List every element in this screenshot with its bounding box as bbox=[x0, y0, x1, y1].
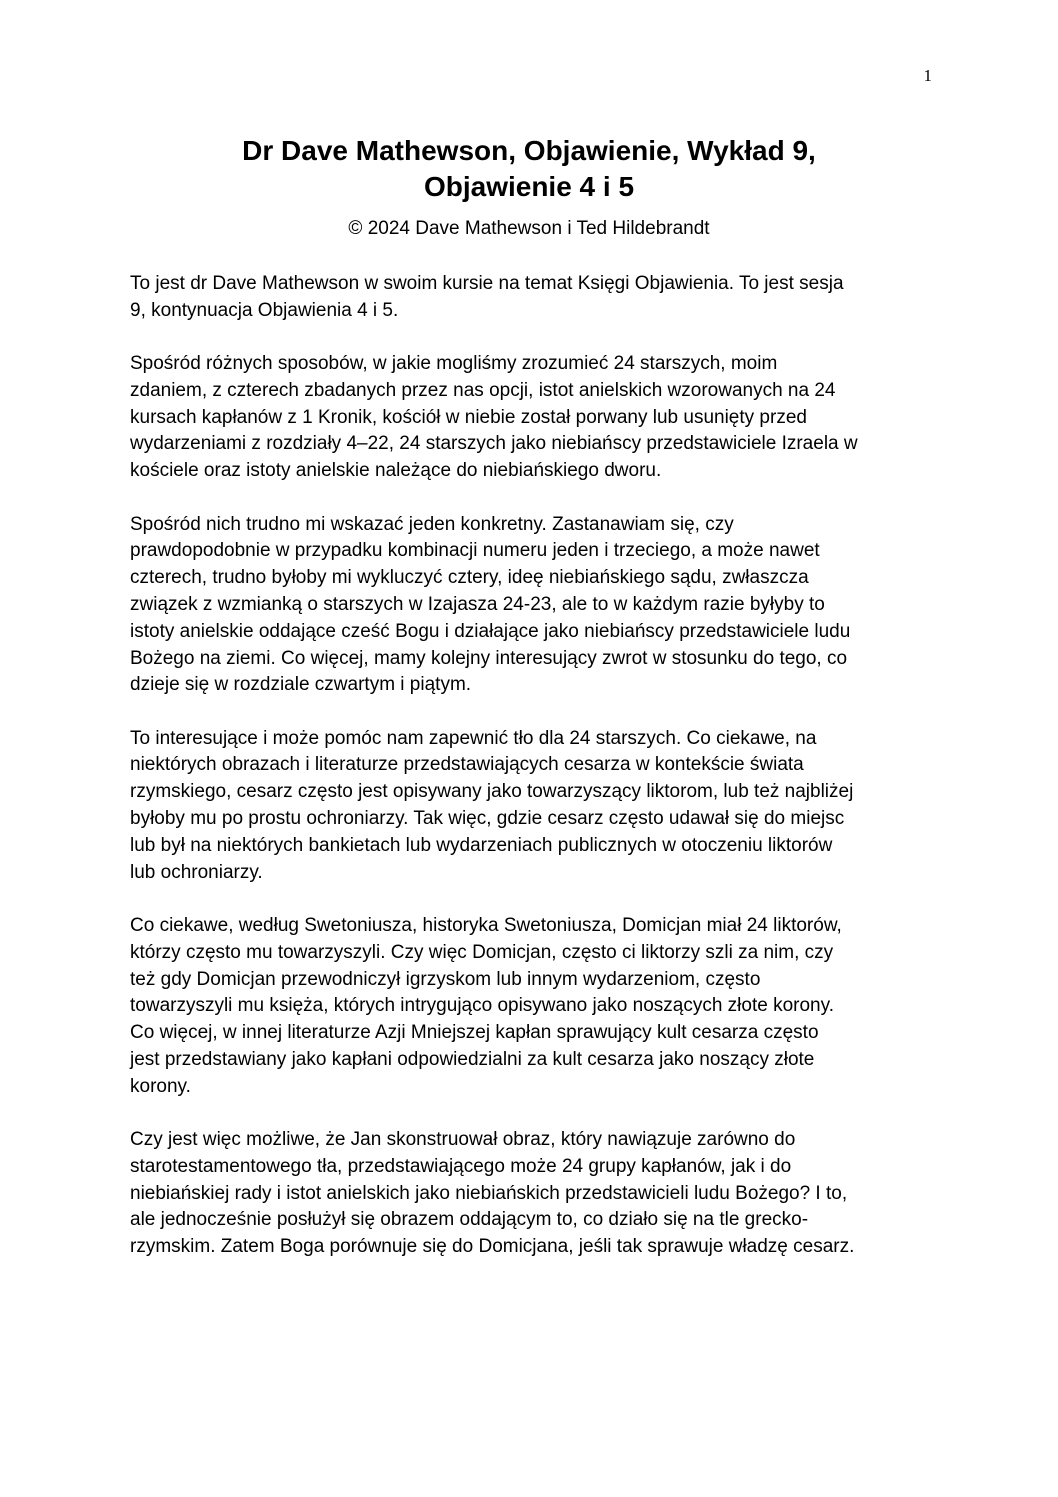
paragraph-line: lub był na niektórych bankietach lub wydarzeniach publicznych w otoczeniu liktorów bbox=[130, 834, 833, 856]
paragraph-line: niebiańskiej rady i istot anielskich jako niebiańskich przedstawicieli ludu Bożego? I to, bbox=[130, 1182, 848, 1204]
paragraph bbox=[130, 913, 940, 1101]
paragraph-line: kursach kapłanów z 1 Kronik, kościół w niebie został porwany lub usunięty przed bbox=[130, 406, 807, 428]
copyright-notice: © 2024 Dave Mathewson i Ted Hildebrandt bbox=[348, 218, 710, 239]
paragraph bbox=[130, 1127, 940, 1261]
paragraph-line: prawdopodobnie w przypadku kombinacji numeru jeden i trzeciego, a może nawet bbox=[130, 540, 820, 562]
paragraph-line: jest przedstawiany jako kapłani odpowiedzialni za kult cesarza jako noszący złote bbox=[130, 1048, 815, 1070]
paragraph-line: związek z wzmianką o starszych w Izajasza 24-23, ale to w każdym razie byłyby to bbox=[130, 593, 825, 615]
paragraph-line: Spośród różnych sposobów, w jakie mogliśmy zrozumieć 24 starszych, moim bbox=[130, 353, 778, 375]
paragraph-line: rzymskiego, cesarz często jest opisywany jako towarzyszący liktorom, lub też najbliżej bbox=[130, 781, 854, 803]
paragraph bbox=[130, 271, 940, 325]
paragraph-line: Co ciekawe, według Swetoniusza, historyka Swetoniusza, Domicjan miał 24 liktorów, bbox=[130, 914, 842, 936]
paragraph bbox=[130, 726, 940, 887]
paragraph-line: Czy jest więc możliwe, że Jan skonstruował obraz, który nawiązuje zarówno do bbox=[130, 1129, 796, 1151]
paragraph-line: istoty anielskie oddające cześć Bogu i działające jako niebiańscy przedstawiciele ludu bbox=[130, 620, 851, 642]
paragraph-line: wydarzeniami z rozdziały 4–22, 24 starszych jako niebiańscy przedstawiciele Izraela w bbox=[130, 433, 858, 455]
paragraph-line: niektórych obrazach i literaturze przedstawiających cesarza w kontekście świata bbox=[130, 754, 804, 776]
page-number: 1 bbox=[923, 66, 932, 85]
paragraph-line: Bożego na ziemi. Co więcej, mamy kolejny interesujący zwrot w stosunku do tego, co bbox=[130, 647, 848, 669]
document-title bbox=[0, 133, 1058, 205]
paragraph-line: dzieje się w rozdziale czwartym i piątym. bbox=[130, 674, 472, 696]
paragraph-line: 9, kontynuacja Objawienia 4 i 5. bbox=[130, 299, 399, 321]
paragraph-line: czterech, trudno byłoby mi wykluczyć cztery, ideę niebiańskiego sądu, zwłaszcza bbox=[130, 567, 809, 589]
document-body bbox=[130, 271, 940, 1288]
paragraph-line: Spośród nich trudno mi wskazać jeden konkretny. Zastanawiam się, czy bbox=[130, 513, 734, 535]
paragraph-line: starotestamentowego tła, przedstawiającego może 24 grupy kapłanów, jak i do bbox=[130, 1155, 792, 1177]
title-line-1: Dr Dave Mathewson, Objawienie, Wykład 9, bbox=[242, 135, 816, 166]
title-line-2: Objawienie 4 i 5 bbox=[423, 171, 635, 202]
paragraph bbox=[130, 512, 940, 700]
paragraph-line: ale jednocześnie posłużył się obrazem oddającym to, co działo się na tle grecko- bbox=[130, 1209, 809, 1231]
paragraph-line: którzy często mu towarzyszyli. Czy więc Domicjan, często ci liktorzy szli za nim, czy bbox=[130, 941, 834, 963]
paragraph-line: To interesujące i może pomóc nam zapewnić tło dla 24 starszych. Co ciekawe, na bbox=[130, 727, 817, 749]
paragraph-line: To jest dr Dave Mathewson w swoim kursie na temat Księgi Objawienia. To jest sesja bbox=[130, 273, 844, 294]
paragraph-line: towarzyszyli mu księża, których intrygująco opisywano jako noszących złote korony. bbox=[130, 995, 834, 1017]
paragraph-line: lub ochroniarzy. bbox=[130, 861, 263, 883]
paragraph-line: zdaniem, z czterech zbadanych przez nas opcji, istot anielskich wzorowanych na 24 bbox=[130, 379, 836, 401]
paragraph-line: byłoby mu po prostu ochroniarzy. Tak więc, gdzie cesarz często udawał się do miejsc bbox=[130, 808, 845, 830]
paragraph-line: rzymskim. Zatem Boga porównuje się do Domicjana, jeśli tak sprawuje władzę cesarz. bbox=[130, 1236, 855, 1258]
paragraph-line: korony. bbox=[130, 1075, 191, 1097]
paragraph-line: też gdy Domicjan przewodniczył igrzyskom lub innym wydarzeniom, często bbox=[130, 968, 761, 990]
paragraph bbox=[130, 351, 940, 485]
paragraph-line: kościele oraz istoty anielskie należące do niebiańskiego dworu. bbox=[130, 460, 662, 482]
paragraph-line: Co więcej, w innej literaturze Azji Mniejszej kapłan sprawujący kult cesarza często bbox=[130, 1022, 819, 1044]
